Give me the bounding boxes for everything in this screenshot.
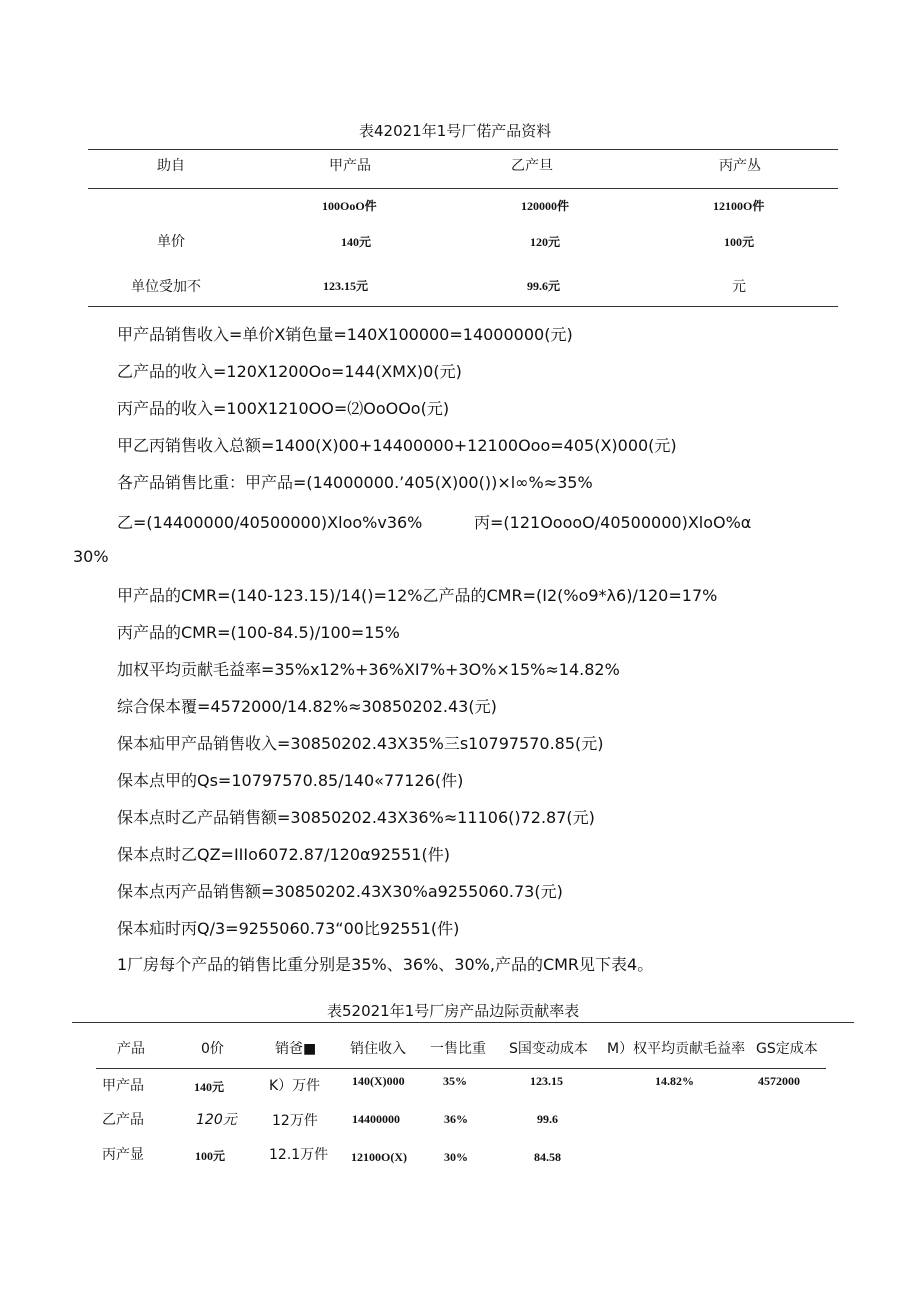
table5-cell: 甲产品 <box>102 1078 144 1094</box>
calc-line: 保本点时乙产品销售额=30850202.43X36%≈11106()72.87(元) <box>117 808 595 827</box>
table5-cell: 99.6 <box>537 1112 558 1126</box>
table4-header-product-a: 甲产品 <box>329 158 371 174</box>
table4-cell: 140元 <box>341 235 372 249</box>
calc-line: 保本疝时丙Q/3=9255060.73“00比92551(件) <box>117 919 460 938</box>
table5-cell: 140(X)000 <box>352 1074 405 1088</box>
table5-cell: 12万件 <box>272 1113 318 1129</box>
table5-header: GS定成本 <box>756 1041 818 1057</box>
table5-cell: 12.1万件 <box>269 1147 329 1163</box>
table5-title: 表52021年1号厂房产品边际贡献率表 <box>327 1002 580 1020</box>
calc-line: 各产品销售比重：甲产品=(14000000.’405(X)00())×l∞%≈35% <box>117 473 593 492</box>
table5-cell: 120元 <box>196 1112 237 1128</box>
table5-header: 产品 <box>117 1041 145 1057</box>
table4-cell: 100OoO件 <box>322 199 377 213</box>
calc-line: 保本点甲的Qs=10797570.85/140«77126(件) <box>117 771 464 790</box>
table4-row-label: 单位受加不 <box>131 279 201 295</box>
calc-line: 乙产品的收入=120X1200Oo=144(XMX)0(元) <box>117 362 462 381</box>
table5-cell: 4572000 <box>758 1074 800 1088</box>
ratio-line-right: 丙=(121OoooO/40500000)XloO%α <box>474 513 752 532</box>
table4-title: 表42021年1号厂偌产品资料 <box>359 122 552 140</box>
table5-cell: 14400000 <box>352 1112 400 1126</box>
table5-header: M）权平均贡献毛益率 <box>607 1041 746 1057</box>
table4-cell: 123.15元 <box>323 279 369 293</box>
calc-line: 甲乙丙销售收入总额=1400(X)00+14400000+12100Ooo=405(X)000(元) <box>117 436 677 455</box>
calc-line: 丙产品的收入=100X1210OO=⑵OoOOo(元) <box>117 399 450 418</box>
table5-header: 销住收入 <box>350 1041 406 1057</box>
table5-cell: 14.82% <box>655 1074 694 1088</box>
table4-header-rule <box>88 188 838 189</box>
table4-header-item: 助自 <box>157 158 185 174</box>
ratio-line-left: 乙=(14400000/40500000)Xloo%v36% <box>117 513 423 532</box>
table5-cell: 140元 <box>194 1080 225 1094</box>
table5-cell: 12100O(X) <box>351 1150 407 1164</box>
table5-cell: 123.15 <box>530 1074 563 1088</box>
table5-cell: 36% <box>444 1112 468 1126</box>
table5-cell: 乙产品 <box>102 1112 144 1128</box>
table4-cell: 99.6元 <box>527 279 561 293</box>
table4-row-label: 单价 <box>157 234 185 250</box>
calc-line: 丙产品的CMR=(100-84.5)/100=15% <box>117 623 400 642</box>
table4-top-rule <box>88 149 838 150</box>
calc-line: 保本疝甲产品销售收入=30850202.43X35%三s10797570.85(元) <box>117 734 604 753</box>
table4-cell: 120000件 <box>521 199 570 213</box>
table4-cell: 元 <box>732 279 746 295</box>
calc-line: 甲产品的CMR=(140-123.15)/14()=12%乙产品的CMR=(I2(%o9*λ6)/120=17% <box>117 586 718 605</box>
table5-cell: 35% <box>443 1074 467 1088</box>
table5-header: 0价 <box>201 1041 224 1057</box>
calc-line: 保本点丙产品销售额=30850202.43X30%a9255060.73(元) <box>117 882 563 901</box>
calc-line: 甲产品销售收入=单价X销色量=140X100000=14000000(元) <box>117 325 573 344</box>
table5-header: 一售比重 <box>430 1041 486 1057</box>
table4-header-product-c: 丙产丛 <box>719 158 761 174</box>
table5-header-rule <box>96 1068 826 1069</box>
table5-cell: 84.58 <box>534 1150 561 1164</box>
table4-header-product-b: 乙产旦 <box>511 158 553 174</box>
ratio-line-wrap: 30% <box>73 547 109 566</box>
table4-bottom-rule <box>88 306 838 307</box>
table5-cell: 100元 <box>195 1149 226 1163</box>
table5-header: S国变动成本 <box>509 1041 588 1057</box>
table4-cell: 100元 <box>724 235 755 249</box>
calc-line: 保本点时乙QZ=IIIo6072.87/120α92551(件) <box>117 845 450 864</box>
table5-cell: 30% <box>444 1150 468 1164</box>
table4-cell: 120元 <box>530 235 561 249</box>
table5-top-rule <box>72 1022 854 1023</box>
calc-line: 加权平均贡献毛益率=35%x12%+36%XI7%+3O%×15%≈14.82% <box>117 660 620 679</box>
table4-cell: 12100O件 <box>713 199 765 213</box>
calc-line: 综合保本覆=4572000/14.82%≈30850202.43(元) <box>117 697 497 716</box>
table5-header: 销爸■ <box>275 1041 317 1057</box>
calc-line: 1厂房每个产品的销售比重分别是35%、36%、30%,产品的CMR见下表4。 <box>117 955 654 974</box>
table5-cell: 丙产显 <box>102 1147 144 1163</box>
table5-cell: K）万件 <box>269 1078 321 1094</box>
